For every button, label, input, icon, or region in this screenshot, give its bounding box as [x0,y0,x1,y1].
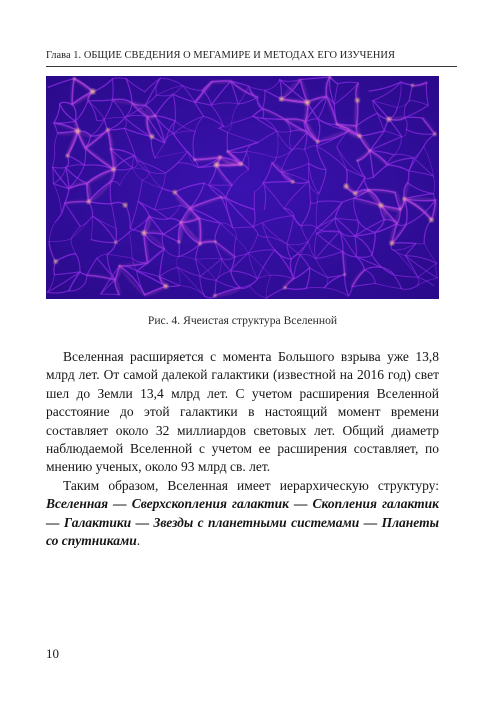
cosmic-web-image [46,76,439,299]
filament [113,79,114,100]
galaxy-cluster-node [357,160,359,162]
galaxy-cluster-node [433,133,436,136]
galaxy-cluster-node [336,123,338,125]
galaxy-cluster-node [358,134,361,137]
galaxy-cluster-node [194,159,196,161]
galaxy-cluster-node [119,265,121,267]
figure-caption: Рис. 4. Ячеистая структура Вселенной [147,314,338,327]
galaxy-cluster-node [178,241,181,244]
galaxy-cluster-node [219,156,222,159]
galaxy-cluster-node [66,154,69,157]
galaxy-cluster-node [164,284,168,288]
galaxy-cluster-node [173,190,177,194]
galaxy-cluster-node [220,196,222,198]
galaxy-cluster-node [154,115,156,117]
cosmic-web-illustration [46,76,439,299]
body-text [46,348,439,550]
galaxy-cluster-node [214,163,219,168]
galaxy-cluster-node [353,191,357,195]
galaxy-cluster-node [283,286,286,289]
galaxy-cluster-node [199,242,202,245]
galaxy-cluster-node [368,189,370,191]
galaxy-cluster-node [411,84,414,87]
galaxy-cluster-node [73,77,75,79]
galaxy-cluster-node [403,197,406,200]
paragraph-hierarchy [46,477,439,551]
galaxy-cluster-node [344,184,348,188]
galaxy-cluster-node [142,231,146,235]
galaxy-cluster-node [106,128,109,131]
galaxy-cluster-node [112,168,116,172]
paragraph-expansion: Вселенная расширяется с момента Большого взрыва уже 13,8 млрд лет. От самой далекой галактики (известной на 2016 год) свет шел до Земли 13,4 млрд лет. С учетом расширения Вселенной расстояние до этой галактики в настоящий момент времени составляет около 32 миллиардов световых лет. Общий диаметр наблюдаемой Вселенной с учетом ее расширения составляет, по мнению ученых, около 93 млрд св. лет. [46,349,439,475]
galaxy-cluster-node [180,221,182,223]
hierarchy-end: . [136,533,141,549]
galaxy-cluster-node [214,241,216,243]
galaxy-cluster-node [213,294,216,297]
galaxy-cluster-node [387,117,391,121]
filament [392,243,416,244]
galaxy-cluster-node [344,273,346,275]
galaxy-cluster-node [239,162,242,165]
galaxy-cluster-node [291,180,294,183]
galaxy-cluster-node [369,150,371,152]
galaxy-cluster-node [390,241,394,245]
filament [179,242,180,257]
hierarchy-chain: Вселенная — Сверхскопления галактик — Скопления галактик — Галактики — Звезды с планетными системами — Планеты со спутниками [46,496,439,549]
galaxy-cluster-node [90,89,95,94]
galaxy-cluster-node [305,100,310,105]
running-header: Глава 1. ОБЩИЕ СВЕДЕНИЯ О МЕГАМИРЕ И МЕТОДАХ ЕГО ИЗУЧЕНИЯ [46,50,395,61]
galaxy-cluster-node [379,203,383,207]
galaxy-cluster-node [279,97,283,101]
galaxy-cluster-node [75,129,80,134]
page-number: 10 [46,646,59,661]
filament [116,229,117,243]
galaxy-cluster-node [110,148,112,150]
galaxy-cluster-node [355,98,359,102]
galaxy-cluster-node [316,140,319,143]
galaxy-cluster-node [429,218,433,222]
galaxy-cluster-node [123,203,127,207]
hierarchy-intro: Таким образом, Вселенная имеет иерархическую структуру: [63,477,439,493]
galaxy-cluster-node [399,208,401,210]
header-rule [46,66,457,67]
galaxy-cluster-node [114,241,117,244]
galaxy-cluster-node [150,135,154,139]
galaxy-cluster-node [227,150,229,152]
galaxy-cluster-node [87,200,91,204]
galaxy-cluster-node [54,260,58,264]
